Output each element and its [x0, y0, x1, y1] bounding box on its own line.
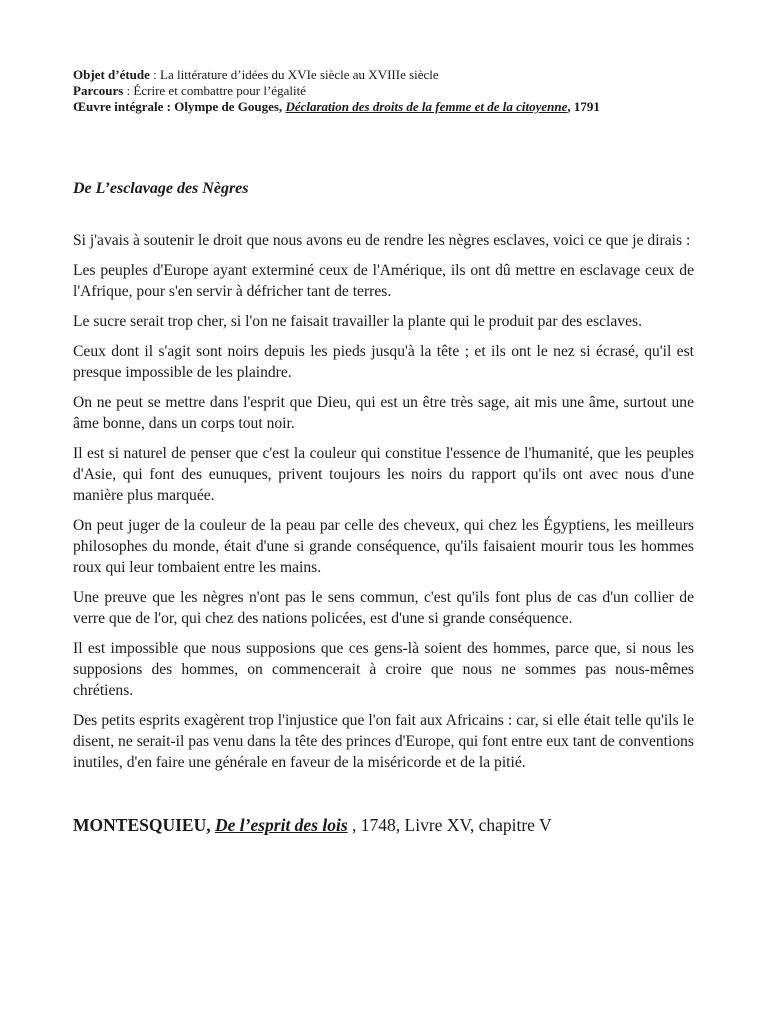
objet-text: : La littérature d’idées du XVIe siècle au XVIIIe siècle: [149, 67, 439, 82]
paragraph: Des petits esprits exagèrent trop l'injustice que l'on fait aux Africains : car, si elle était telle qu'ils le disent, ne serait-il pas venu dans la tête des princes d'Europe, qui font entre eux tant de conventions inutiles, d'en faire une générale en faveur de la miséricorde et de la pitié.: [73, 712, 694, 771]
paragraph: Le sucre serait trop cher, si l'on ne faisait travailler la plante qui le produit par des esclaves.: [73, 313, 642, 330]
oeuvre-year: , 1791: [567, 99, 600, 114]
source-work: De l’esprit des lois: [214, 815, 348, 835]
oeuvre-label: Œuvre intégrale : Olympe de Gouges,: [73, 99, 286, 114]
source-citation: [73, 814, 694, 836]
document-page: [73, 67, 694, 836]
paragraph: Si j'avais à soutenir le droit que nous avons eu de rendre les nègres esclaves, voici ce que je dirais :: [73, 232, 691, 249]
header-line-oeuvre: [73, 99, 694, 115]
paragraph: Il est si naturel de penser que c'est la couleur qui constitue l'essence de l'humanité, que les peuples d'Asie, qui font des eunuques, privent toujours les noirs du rapport qu'ils ont avec nous d'une manière plus marquée.: [73, 445, 694, 504]
oeuvre-work-title: Déclaration des droits de la femme et de la citoyenne: [285, 99, 568, 114]
paragraph: Ceux dont il s'agit sont noirs depuis les pieds jusqu'à la tête ; et ils ont le nez si écrasé, qu'il est presque impossible de les plaindre.: [73, 343, 694, 381]
paragraph: Les peuples d'Europe ayant exterminé ceux de l'Amérique, ils ont dû mettre en esclavage ceux de l'Afrique, pour s'en servir à défricher tant de terres.: [73, 262, 694, 300]
parcours-label: Parcours: [73, 83, 124, 98]
parcours-text: : Écrire et combattre pour l’égalité: [123, 83, 306, 98]
paragraph: On ne peut se mettre dans l'esprit que Dieu, qui est un être très sage, ait mis une âme, surtout une âme bonne, dans un corps tout noir.: [73, 394, 694, 432]
text-body: [73, 230, 694, 773]
paragraph: Il est impossible que nous supposions que ces gens-là soient des hommes, parce que, si nous les supposions des hommes, on commencerait à croire que nous ne sommes pas nous-mêmes chrétiens.: [73, 640, 694, 699]
header-line-parcours: [73, 83, 694, 99]
document-header: [73, 67, 694, 115]
text-title: De L’esclavage des Nègres: [73, 180, 249, 197]
header-line-objet: [73, 67, 694, 83]
source-author: MONTESQUIEU,: [73, 815, 215, 835]
source-details: , 1748, Livre XV, chapitre V: [347, 815, 552, 835]
paragraph: Une preuve que les nègres n'ont pas le sens commun, c'est qu'ils font plus de cas d'un collier de verre que de l'or, qui chez des nations policées, est d'une si grande conséquence.: [73, 589, 694, 627]
objet-label: Objet d’étude: [73, 67, 150, 82]
paragraph: On peut juger de la couleur de la peau par celle des cheveux, qui chez les Égyptiens, les meilleurs philosophes du monde, était d'une si grande conséquence, qu'ils faisaient mourir tous les hommes roux qui leur tombaient entre les mains.: [73, 517, 694, 576]
